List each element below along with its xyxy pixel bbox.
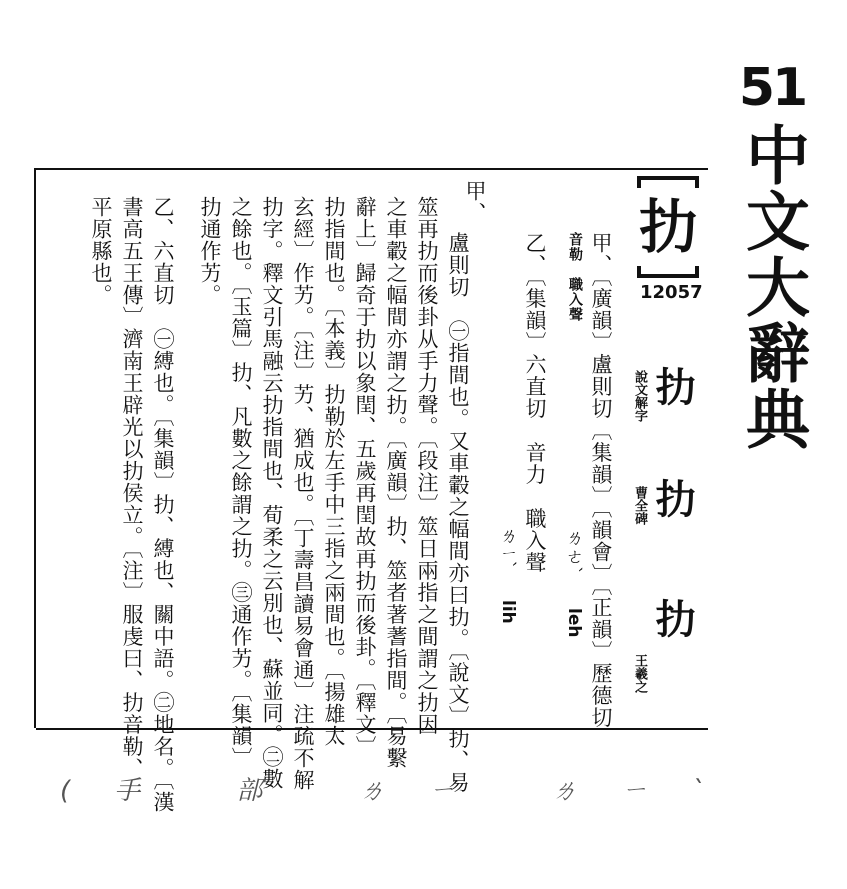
jinwen-label: 曹全碑 bbox=[632, 486, 647, 525]
entry-number: 12057 bbox=[640, 282, 703, 303]
body-column-8: 扐字。釋文引馬融云扐指間也、荀柔之云別也、蘇並同。㊁數 bbox=[260, 196, 284, 790]
shuowen-glyph: 扐 bbox=[649, 366, 696, 406]
left-rule bbox=[34, 168, 36, 728]
bracket-top bbox=[637, 176, 699, 188]
seal-glyph: 扐 bbox=[649, 598, 696, 638]
shuowen-label: 說文解字 bbox=[632, 370, 647, 422]
body-column-12: 書高五王傳〕濟南王辟光以扐侯立。〔注〕服虔曰、扐音勒、 bbox=[120, 196, 144, 780]
body-column-13: 平原縣也。 bbox=[89, 196, 113, 306]
body-column-7: 玄經〕作艻。〔注〕艻、猶成也。〔丁壽昌讀易會通〕注疏不解 bbox=[291, 196, 315, 791]
body-column-1: 甲、 bbox=[463, 180, 487, 224]
pron-column-3: 乙、〔集韻〕六直切 音力 職入聲 bbox=[523, 232, 547, 574]
body-column-9: 之餘也。〔玉篇〕扐、凡數之餘謂之扐。㊂通作艻。〔集韻〕 bbox=[229, 196, 253, 769]
zhuyin-a: ㄌㄜˋ bbox=[563, 528, 584, 576]
book-header bbox=[736, 58, 808, 452]
top-rule bbox=[36, 168, 708, 170]
page-number: 51 bbox=[738, 58, 806, 118]
body-column-4: 之車轂之幅間亦謂之扐。〔廣韻〕扐、筮者著蓍指間。〔易繫 bbox=[384, 196, 408, 769]
headword-character: 扐 bbox=[638, 193, 697, 261]
headword-box bbox=[633, 176, 703, 278]
zhuyin-b: ㄌㄧˋ bbox=[497, 526, 518, 571]
romanization-a: leh bbox=[564, 608, 584, 638]
romanization-b: lih bbox=[498, 600, 518, 624]
pron-column-2: 音勒 職入聲 bbox=[567, 232, 583, 322]
body-column-5: 辭上〕歸奇于扐以象閏、五歲再閏故再扐而後卦。〔釋文〕 bbox=[353, 196, 377, 758]
pron-column-1: 甲、〔廣韻〕盧則切〔集韻〕〔韻會〕〔正韻〕歷德切 bbox=[589, 232, 613, 729]
seal-label: 王羲之 bbox=[632, 654, 647, 693]
book-title: 中文大辭典 bbox=[735, 122, 810, 452]
body-column-2: 盧則切 ㊀指間也。又車轂之幅間亦曰扐。〔說文〕扐、易 bbox=[446, 232, 470, 794]
handwritten-note: (手 部 ㄌㄧ ㄌㄧˋ bbox=[60, 776, 748, 806]
body-column-3: 筮再扐而後卦从手力聲。〔段注〕筮日兩指之間謂之扐因 bbox=[415, 196, 439, 736]
body-column-10: 扐通作艻。 bbox=[198, 196, 222, 306]
bracket-bottom bbox=[637, 266, 699, 278]
body-column-11: 乙、六直切 ㊀縛也。〔集韻〕扐、縛也、關中語。㊁地名。〔漢 bbox=[151, 196, 175, 813]
jinwen-glyph: 扐 bbox=[649, 478, 696, 518]
body-column-6: 扐指間也。〔本義〕扐勒於左手中三指之兩間也。〔揚雄太 bbox=[322, 196, 346, 747]
